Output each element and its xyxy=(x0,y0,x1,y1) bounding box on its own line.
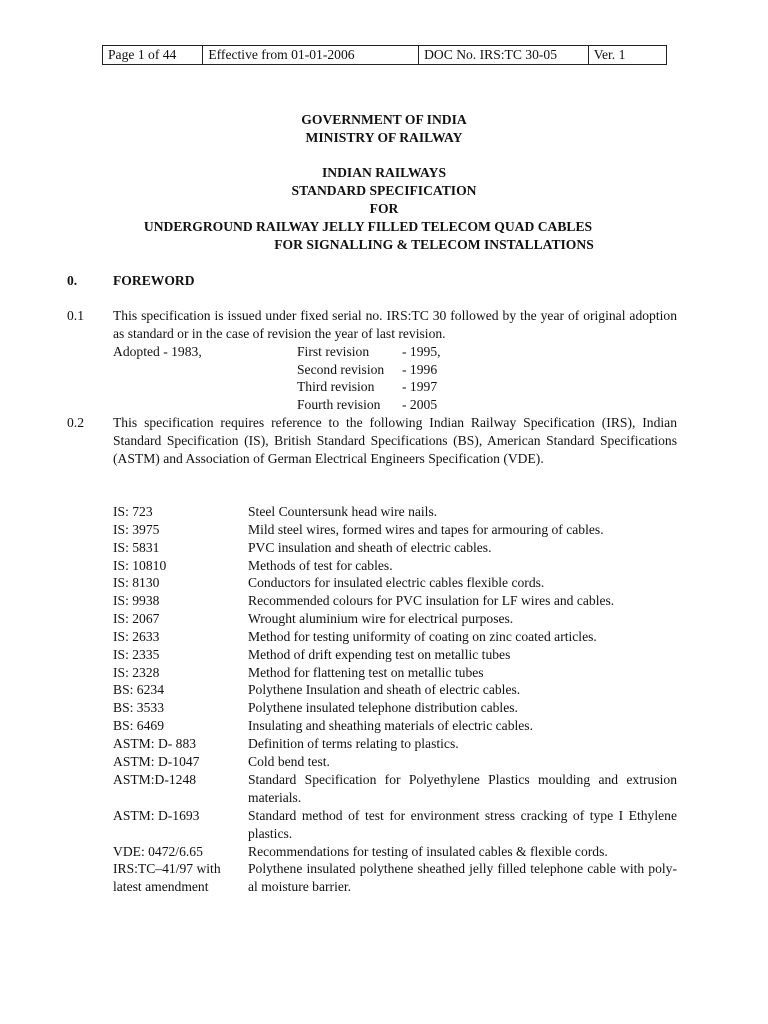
effective-date-cell: Effective from 01-01-2006 xyxy=(203,46,419,65)
title-installations: FOR SIGNALLING & TELECOM INSTALLATIONS xyxy=(274,237,594,252)
title-ministry: MINISTRY OF RAILWAY xyxy=(305,130,463,145)
reference-description: Recommended colours for PVC insulation for LF wires and cables. xyxy=(248,593,615,608)
reference-description: Cold bend test. xyxy=(248,754,330,769)
title-cable-type: UNDERGROUND RAILWAY JELLY FILLED TELECOM QUAD CABLES xyxy=(143,219,593,234)
reference-description: Polythene Insulation and sheath of electric cables. xyxy=(248,682,521,697)
reference-code: IRS:TC–41/97 with latest amendment xyxy=(113,861,221,894)
reference-description: Method for flattening test on metallic tubes xyxy=(248,665,484,680)
document-header-table xyxy=(102,45,667,65)
reference-code: IS: 723 xyxy=(113,504,153,519)
reference-code: IS: 8130 xyxy=(113,575,160,590)
doc-number-cell: DOC No. IRS:TC 30-05 xyxy=(419,46,589,65)
reference-description: Conductors for insulated electric cables flexible cords. xyxy=(248,575,545,590)
reference-code: VDE: 0472/6.65 xyxy=(113,844,203,859)
title-indian-railways: INDIAN RAILWAYS xyxy=(321,165,447,180)
section-0-2-number: 0.2 xyxy=(67,415,84,430)
revision-year: - 1995, xyxy=(402,344,441,359)
reference-description: Methods of test for cables. xyxy=(248,558,393,573)
reference-description: Polythene insulated polythene sheathed jelly filled telephone cable with poly-al moisture barrier. xyxy=(248,861,677,894)
title-standard-specification: STANDARD SPECIFICATION xyxy=(291,183,477,198)
reference-code: IS: 2328 xyxy=(113,665,160,680)
revision-year: - 2005 xyxy=(402,397,438,412)
revision-label: Second revision xyxy=(297,362,385,377)
reference-description: Insulating and sheathing materials of electric cables. xyxy=(248,718,533,733)
page-number-cell: Page 1 of 44 xyxy=(103,46,203,65)
reference-description: Standard method of test for environment stress cracking of type I Ethylene plastics. xyxy=(248,808,677,841)
revision-label: Third revision xyxy=(297,379,375,394)
reference-code: IS: 3975 xyxy=(113,522,160,537)
section-0-1-text: This specification is issued under fixed serial no. IRS:TC 30 followed by the year of original adoption as standard or in the case of revision the year of last revision. xyxy=(113,308,677,341)
reference-code: ASTM: D- 883 xyxy=(113,736,197,751)
foreword-number: 0. xyxy=(67,273,78,288)
reference-description: Standard Specification for Polyethylene Plastics moulding and extrusion materials. xyxy=(248,772,677,805)
revision-label: Fourth revision xyxy=(297,397,381,412)
reference-description: PVC insulation and sheath of electric cables. xyxy=(248,540,492,555)
reference-code: ASTM: D-1693 xyxy=(113,808,200,823)
reference-code: IS: 2335 xyxy=(113,647,160,662)
foreword-heading: FOREWORD xyxy=(113,273,195,288)
revision-year: - 1996 xyxy=(402,362,438,377)
reference-description: Method for testing uniformity of coating on zinc coated articles. xyxy=(248,629,597,644)
reference-code: IS: 9938 xyxy=(113,593,160,608)
reference-description: Wrought aluminium wire for electrical purposes. xyxy=(248,611,514,626)
reference-code: IS: 2633 xyxy=(113,629,160,644)
revision-year: - 1997 xyxy=(402,379,438,394)
reference-description: Mild steel wires, formed wires and tapes for armouring of cables. xyxy=(248,522,604,537)
version-cell: Ver. 1 xyxy=(588,46,666,65)
reference-code: IS: 5831 xyxy=(113,540,160,555)
reference-code: ASTM: D-1047 xyxy=(113,754,200,769)
reference-description: Polythene insulated telephone distribution cables. xyxy=(248,700,518,715)
reference-code: ASTM:D-1248 xyxy=(113,772,197,787)
reference-code: BS: 6469 xyxy=(113,718,164,733)
reference-code: BS: 3533 xyxy=(113,700,164,715)
title-government: GOVERNMENT OF INDIA xyxy=(301,112,467,127)
reference-description: Method of drift expending test on metallic tubes xyxy=(248,647,511,662)
adopted-label: Adopted - 1983, xyxy=(113,344,202,359)
reference-code: IS: 10810 xyxy=(113,558,167,573)
revision-label: First revision xyxy=(297,344,370,359)
reference-code: IS: 2067 xyxy=(113,611,160,626)
reference-code: BS: 6234 xyxy=(113,682,164,697)
reference-description: Definition of terms relating to plastics. xyxy=(248,736,459,751)
title-for: FOR xyxy=(369,201,399,216)
section-0-1-number: 0.1 xyxy=(67,308,84,323)
reference-description: Recommendations for testing of insulated cables & flexible cords. xyxy=(248,844,608,859)
reference-description: Steel Countersunk head wire nails. xyxy=(248,504,438,519)
section-0-2-text: This specification requires reference to the following Indian Railway Specification (IRS), Indian Standard Specification (IS), British Standard Specifications (BS), American Standard Specifications (ASTM) and Association of German Electrical Engineers Specification (VDE). xyxy=(113,415,677,466)
